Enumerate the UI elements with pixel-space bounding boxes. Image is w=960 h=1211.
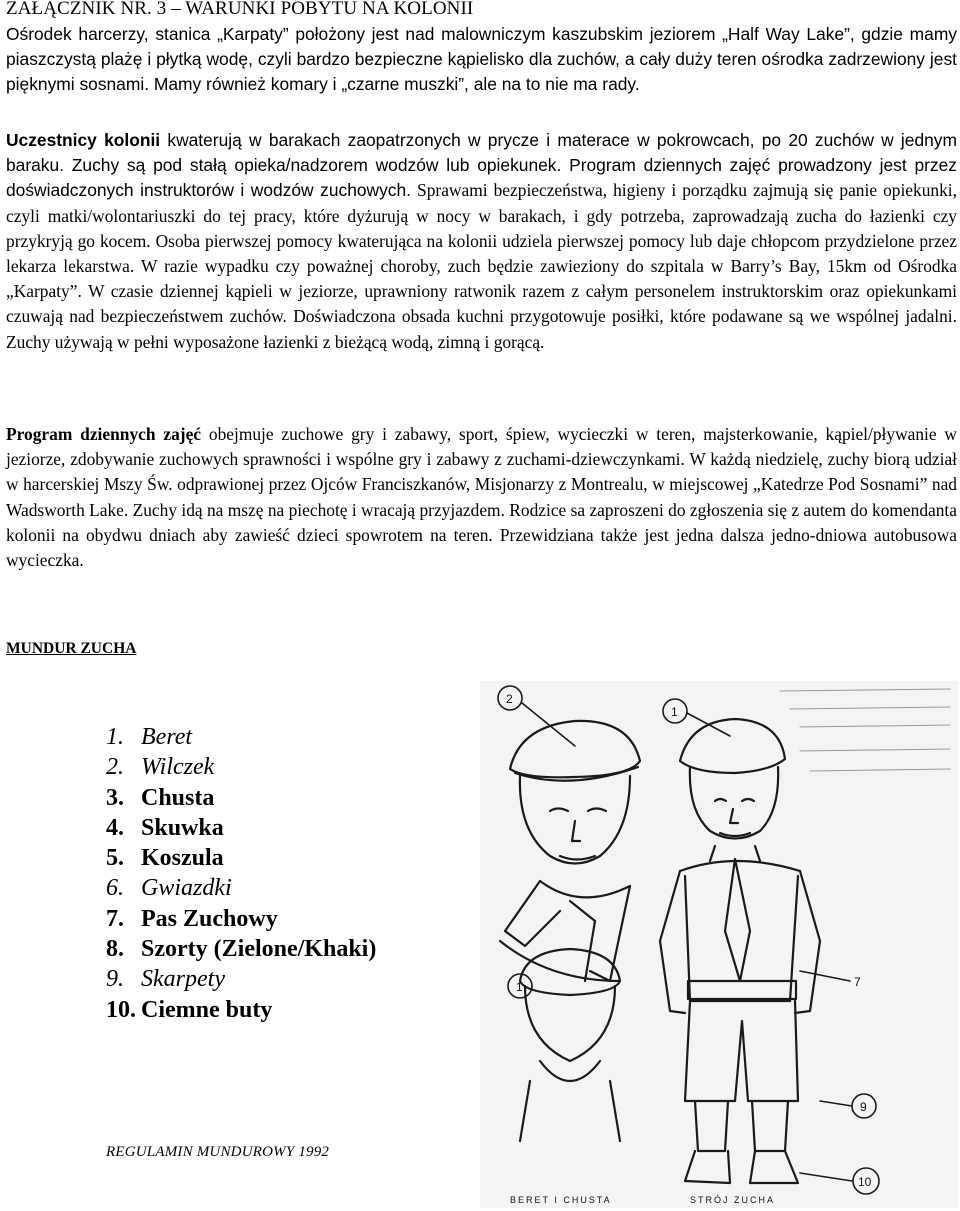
page-title: ZAŁĄCZNIK NR. 3 – WARUNKI POBYTU NA KOLONII [6,0,474,19]
program-text: obejmuje zuchowe gry i zabawy, sport, śpiew, wycieczki w teren, majsterkowanie, kąpiel/pływanie w jeziorze, zdobywanie zuchowych sprawności i wspólne gry i zabawy z zuchami-dziewczynkami. W każdą niedzielę, zuchy biorą udział w harcerskiej Mszy Św. odprawionej przez Ojców Franciszkanów, Misjonarzy z Montrealu, w miejscowej „Katedrze Pod Sosnami” nad Wadsworth Lake. Zuchy idą na mszę na piechotę i wracają przyjazdem. Rodzice sa zaproszeni do zgłoszenia się z autem do komendanta kolonii na obydwu dniach aby zawieść dzieci spowrotem na teren. Przewidziana także jest jedna dalsza jedno-dniowa autobusowa wycieczka. [6,424,957,571]
figure-label-right: STRÓJ ZUCHA [690,1195,775,1205]
uniform-list [106,722,376,1025]
list-item: 1. Beret [106,724,193,750]
list-item: 4. Skuwka [106,814,224,841]
callout-9: 9 [860,1100,867,1114]
list-item: 7. Pas Zuchowy [106,905,278,932]
callout-10: 10 [858,1175,872,1189]
callout-2: 2 [506,692,513,706]
list-item: 9. Skarpety [106,966,225,993]
callout-1-left: 1 [516,980,523,994]
figure-label-left: BERET I CHUSTA [510,1195,612,1205]
uniform-illustration [480,681,958,1208]
accommodation-lead: Uczestnicy kolonii [6,130,161,150]
list-item: 5. Koszula [106,845,224,872]
list-item: 8. Szorty (Zielone/Khaki) [106,936,377,963]
program-paragraph [6,422,957,573]
figure-source-caption: REGULAMIN MUNDUROWY 1992 [106,1144,330,1160]
intro-text: Ośrodek harcerzy, stanica „Karpaty” położony jest nad malowniczym kaszubskim jeziorem „Half Way Lake”, gdzie mamy piaszczystą plażę i płytką wodę, czyli bardzo bezpieczne kąpielisko dla zuchów, a cały duży teren ośrodka zadrzewiony jest pięknymi sosnami. Mamy również komary i „czarne muszki”, ale na to nie ma rady. [6,24,957,95]
callout-7: 7 [854,975,861,989]
list-item: 6. Gwiazdki [106,875,232,902]
accommodation-paragraph [6,128,957,355]
callout-1-right: 1 [671,705,678,719]
accommodation-text: kwaterują w barakach zaopatrzonych w prycze i materace w pokrowcach, po 20 zuchów w jednym baraku. Zuchy są pod stałą opieka/nadzorem wodzów lub opiekunek. Program dziennych zajęć prowadzony jest przez doświadczonych instruktorów i wodzów zuchowych. [6,130,957,201]
uniform-heading: MUNDUR ZUCHA [6,640,137,657]
accommodation-text-continued: Sprawami bezpieczeństwa, higieny i porządku zajmują się panie opiekunki, czyli matki/wolontariuszki do tej pracy, które dyżurują w nocy w barakach, i gdy potrzeba, zaprowadzają zucha do łazienki czy przykryją go kocem. Osoba pierwszej pomocy kwaterująca na kolonii udziela pierwszej pomocy lub daje chłopcom przydzielone przez lekarza lekarstwa. W razie wypadku czy poważnej choroby, zuch będzie zawieziony do szpitala w Barry’s Bay, 15km od Ośrodka „Karpaty”. W czasie dziennej kąpieli w jeziorze, uprawniony ratwonik razem z całym personelem instruktorskim oraz opiekunkami czuwają nad bezpieczeństwem zuchów. Doświadczona obsada kuchni przygotowuje posiłki, które podawane są we wspólnej jadalni. Zuchy używają w pełni wyposażone łazienki z bieżącą wodą, zimną i gorącą. [6,180,957,352]
list-item: 3. Chusta [106,784,215,811]
program-lead: Program dziennych zajęć [6,424,202,444]
list-item: 10. Ciemne buty [106,996,273,1023]
intro-paragraph [6,22,957,98]
list-item: 2. Wilczek [106,754,215,781]
